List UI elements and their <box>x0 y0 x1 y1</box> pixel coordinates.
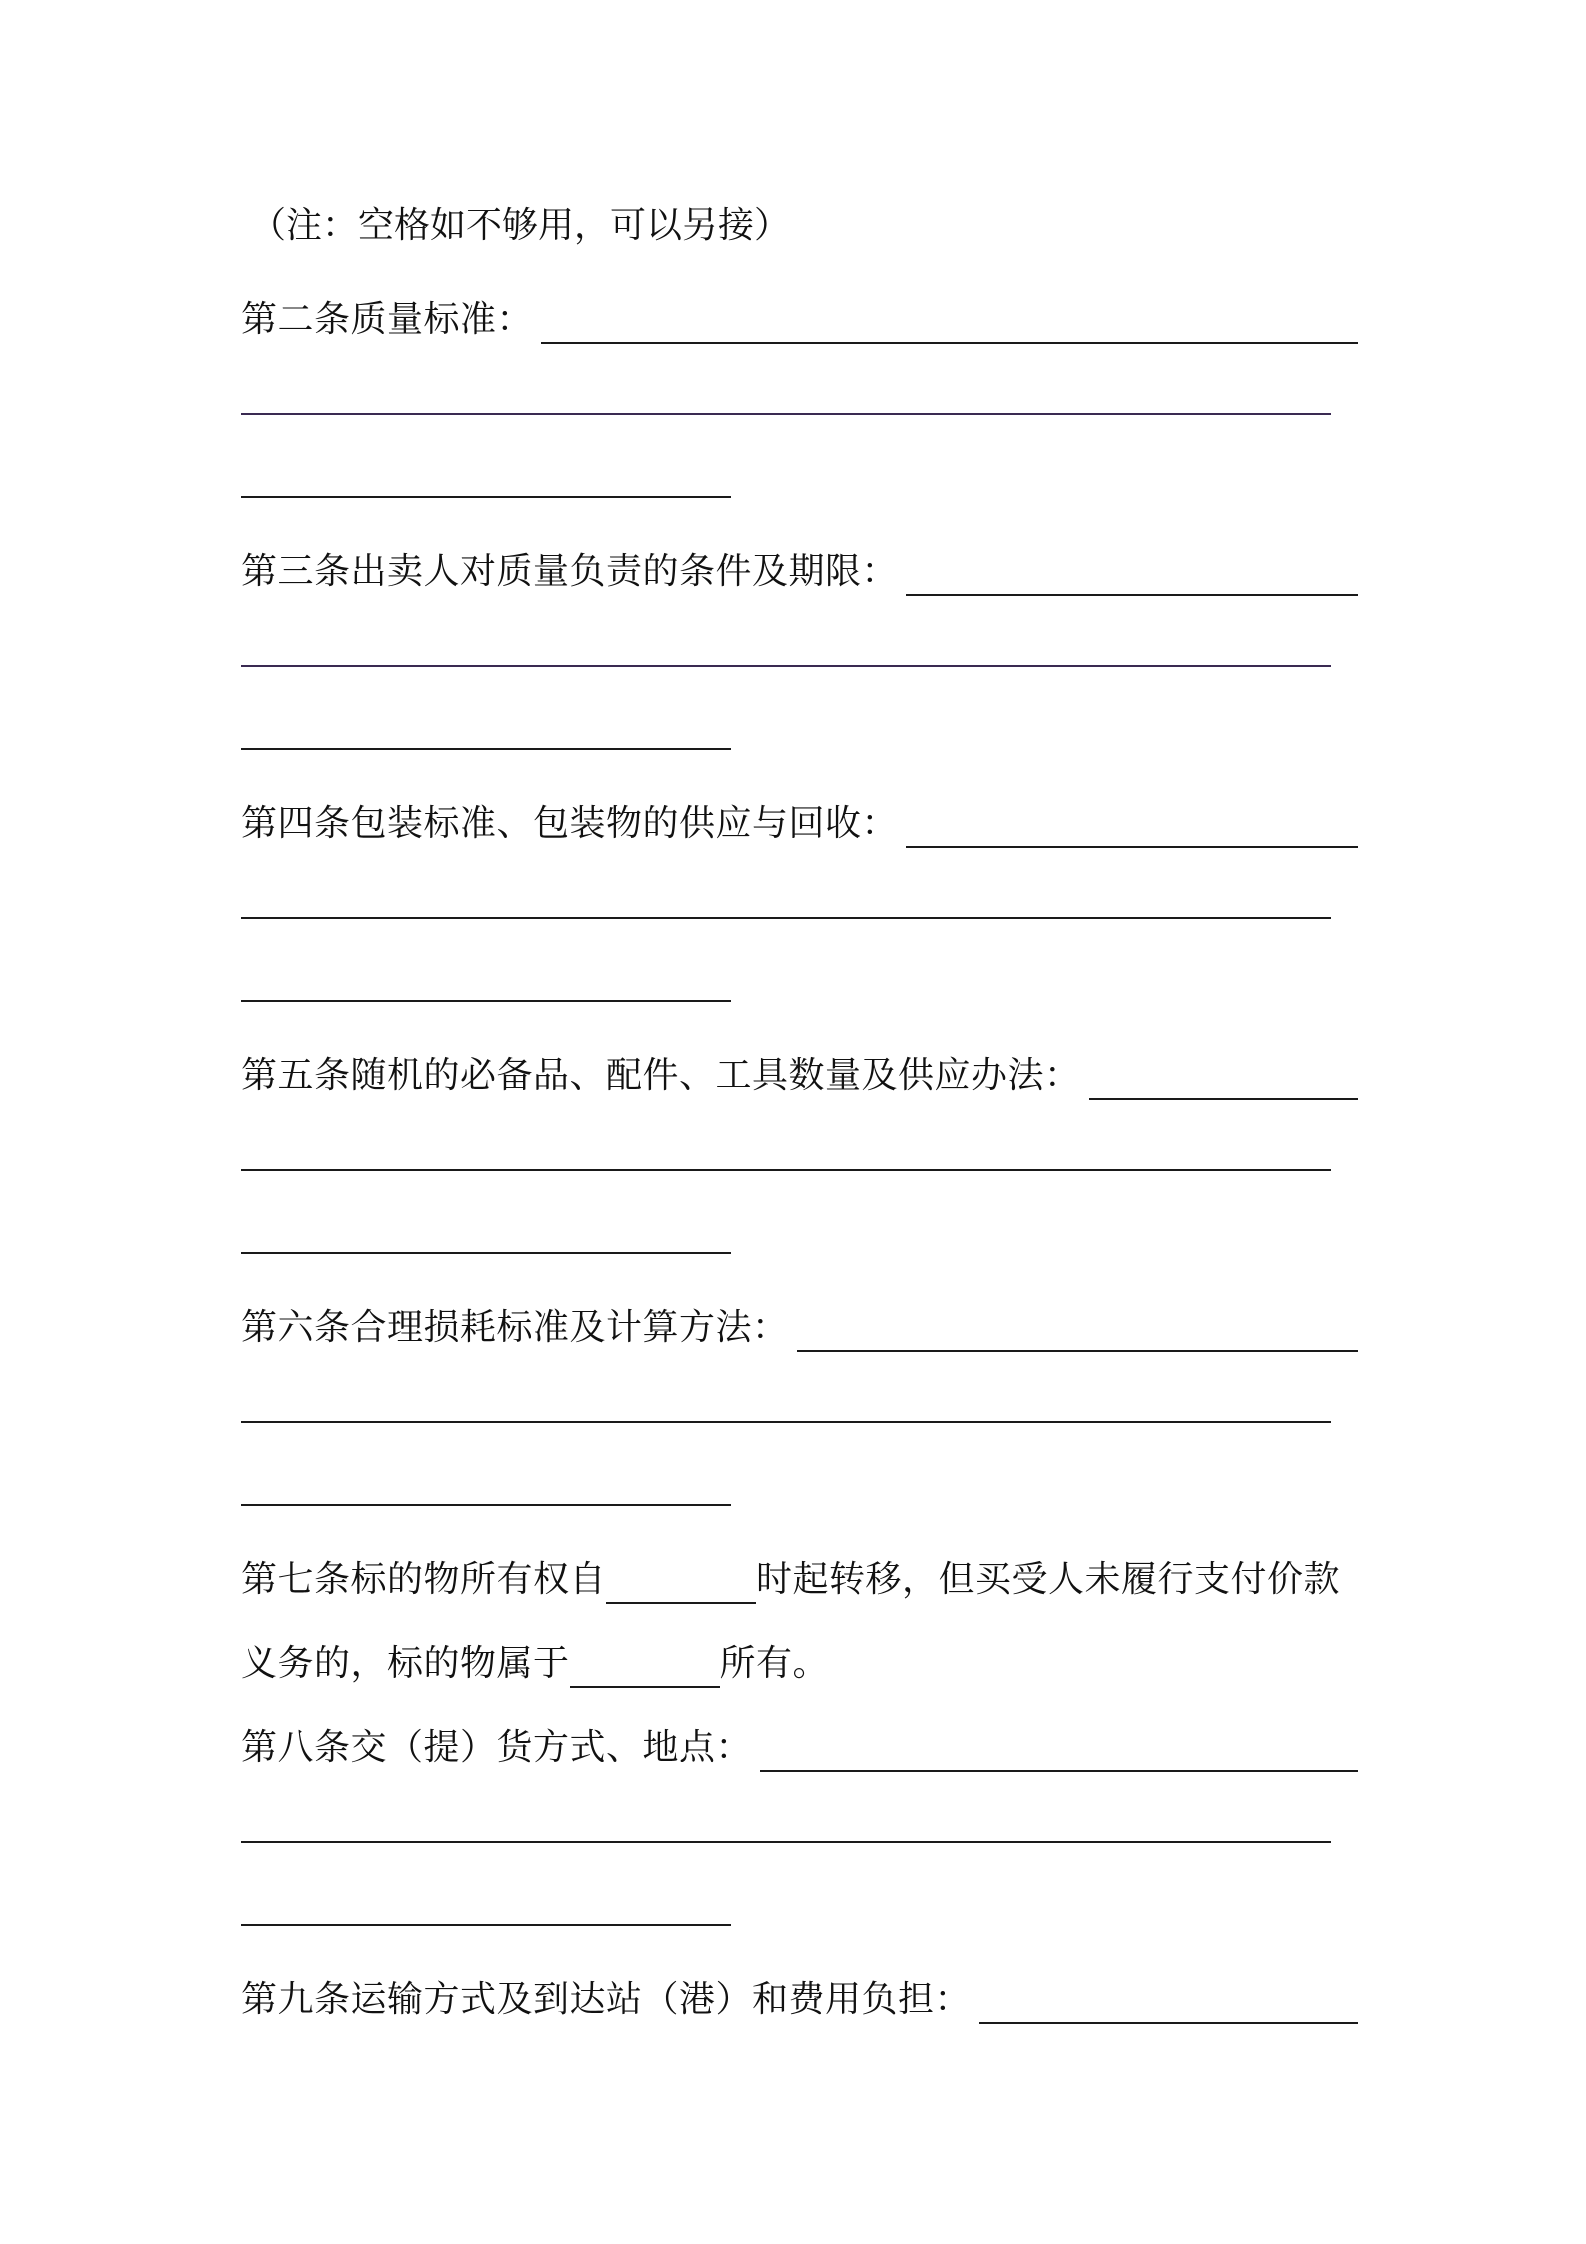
clause-7-text-4: 所有。 <box>719 1643 830 1684</box>
clause-9-label: 第九条运输方式及到达站（港）和费用负担： <box>241 1979 972 2020</box>
clause-3-label: 第三条出卖人对质量负责的条件及期限： <box>241 551 899 592</box>
clause-7-text-3: 义务的，标的物属于 <box>241 1643 570 1684</box>
clause-5-label: 第五条随机的必备品、配件、工具数量及供应办法： <box>241 1055 1081 1096</box>
clause-7-row-1 <box>241 1548 1340 1604</box>
clause-8-blank[interactable] <box>760 1730 1358 1772</box>
clause-4-blank[interactable] <box>906 806 1358 848</box>
clause-8-row <box>241 1716 1358 1772</box>
clause-2-row <box>241 288 1358 344</box>
clause-3-line-3[interactable] <box>241 748 731 750</box>
clause-5-line-2[interactable] <box>241 1169 1331 1171</box>
clause-7-row-2 <box>241 1632 829 1688</box>
clause-8-line-3[interactable] <box>241 1924 731 1926</box>
clause-6-blank[interactable] <box>797 1310 1358 1352</box>
clause-7-text-1: 第七条标的物所有权自 <box>241 1559 607 1600</box>
clause-3-blank[interactable] <box>906 554 1358 596</box>
clause-6-line-2[interactable] <box>241 1421 1331 1423</box>
clause-8-line-2[interactable] <box>241 1841 1331 1843</box>
clause-2-line-3[interactable] <box>241 496 731 498</box>
clause-3-line-2[interactable] <box>241 665 1331 667</box>
clause-9-row <box>241 1968 1358 2024</box>
clause-6-label: 第六条合理损耗标准及计算方法： <box>241 1307 789 1348</box>
clause-3-row <box>241 540 1358 596</box>
clause-5-blank[interactable] <box>1089 1058 1358 1100</box>
clause-8-label: 第八条交（提）货方式、地点： <box>241 1727 753 1768</box>
clause-2-blank[interactable] <box>541 302 1358 344</box>
note-text: （注：空格如不够用，可以另接） <box>250 205 791 246</box>
clause-2-line-2[interactable] <box>241 413 1331 415</box>
clause-4-line-3[interactable] <box>241 1000 731 1002</box>
clause-2-label: 第二条质量标准： <box>241 299 534 340</box>
clause-4-line-2[interactable] <box>241 917 1331 919</box>
clause-4-row <box>241 792 1358 848</box>
clause-7-text-2: 时起转移，但买受人未履行支付价款 <box>756 1559 1341 1600</box>
clause-5-row <box>241 1044 1358 1100</box>
clause-9-blank[interactable] <box>979 1982 1358 2024</box>
clause-6-line-3[interactable] <box>241 1504 731 1506</box>
clause-4-label: 第四条包装标准、包装物的供应与回收： <box>241 803 899 844</box>
clause-7-blank-2[interactable] <box>570 1646 720 1688</box>
clause-7-blank-1[interactable] <box>606 1562 756 1604</box>
clause-5-line-3[interactable] <box>241 1252 731 1254</box>
clause-6-row <box>241 1296 1358 1352</box>
